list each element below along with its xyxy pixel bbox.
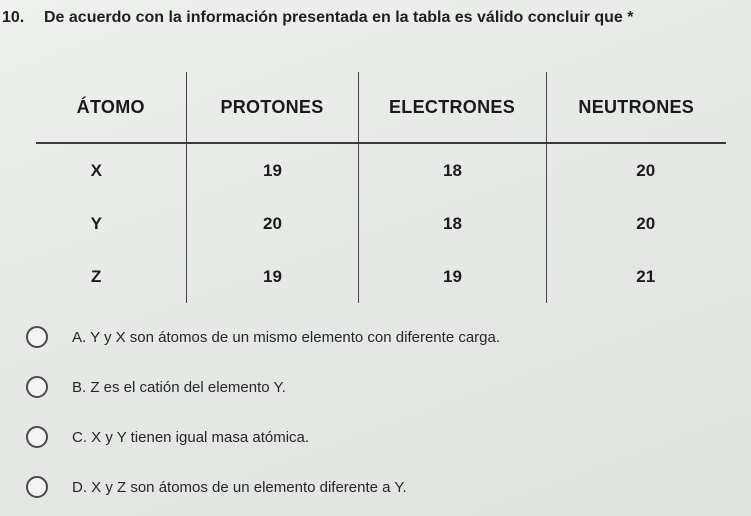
radio-button-c[interactable] — [26, 426, 48, 448]
table-row — [36, 250, 726, 303]
option-b-label[interactable]: B. Z es el catión del elemento Y. — [72, 378, 286, 396]
data-table — [36, 72, 726, 303]
cell-atom: Z — [91, 266, 102, 286]
cell-protons: 19 — [186, 250, 358, 303]
header-atomo: ÁTOMO — [36, 72, 186, 143]
option-b[interactable] — [26, 362, 500, 412]
question-number: 10. — [2, 9, 25, 26]
answer-options — [26, 312, 500, 512]
radio-button-d[interactable] — [26, 476, 48, 498]
option-d-label[interactable]: D. X y Z son átomos de un elemento diferente a Y. — [72, 478, 407, 496]
question-title — [2, 9, 747, 27]
option-a[interactable] — [26, 312, 500, 362]
table-row — [36, 197, 726, 250]
cell-protons: 19 — [186, 143, 358, 197]
table-row — [36, 143, 726, 197]
atom-table — [36, 72, 726, 298]
radio-button-a[interactable] — [26, 326, 48, 348]
header-protones: PROTONES — [186, 72, 358, 143]
header-electrones: ELECTRONES — [358, 72, 546, 143]
radio-button-b[interactable] — [26, 376, 48, 398]
option-c[interactable] — [26, 412, 500, 462]
cell-atom: Y — [90, 213, 102, 233]
header-neutrones: NEUTRONES — [546, 72, 726, 143]
cell-neutrons: 20 — [546, 197, 726, 250]
cell-electrons: 18 — [358, 143, 546, 197]
cell-electrons: 18 — [358, 197, 546, 250]
option-c-label[interactable]: C. X y Y tienen igual masa atómica. — [72, 428, 310, 446]
option-a-label[interactable]: A. Y y X son átomos de un mismo elemento con diferente carga. — [72, 328, 501, 346]
cell-electrons: 19 — [358, 250, 546, 303]
cell-neutrons: 20 — [546, 143, 726, 197]
cell-protons: 20 — [186, 197, 358, 250]
option-d[interactable] — [26, 462, 500, 512]
question-text: De acuerdo con la información presentada en la tabla es válido concluir que — [44, 9, 623, 26]
cell-neutrons: 21 — [546, 250, 726, 303]
required-mark: * — [627, 9, 634, 26]
cell-atom: X — [90, 160, 102, 180]
table-header-row — [36, 72, 726, 143]
